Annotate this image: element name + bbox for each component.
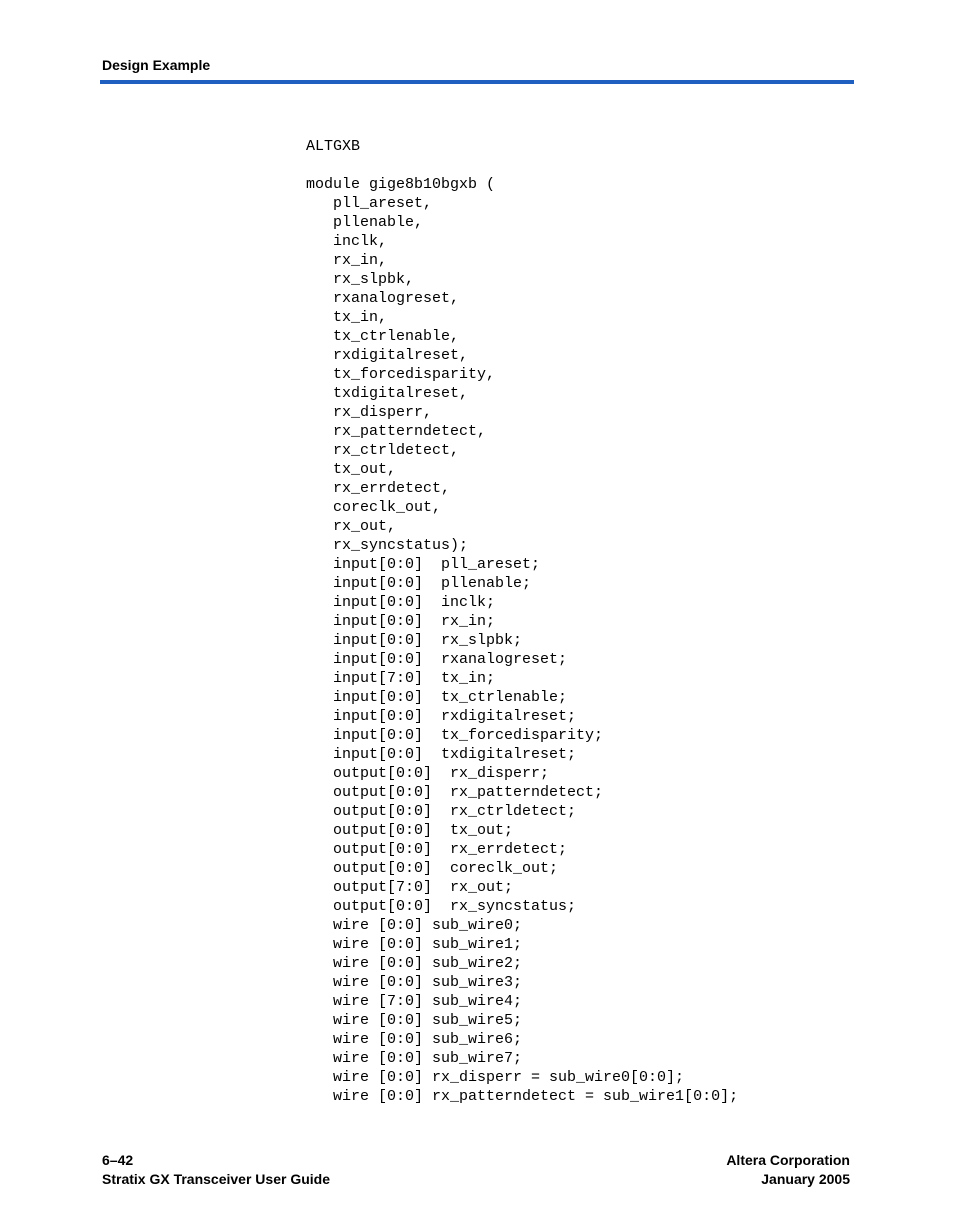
code-line: output[7:0] rx_out; (306, 879, 514, 896)
code-line: rx_ctrldetect, (306, 442, 460, 459)
code-line: input[0:0] rx_in; (306, 613, 496, 630)
code-line: pllenable, (306, 214, 424, 231)
code-line: input[0:0] inclk; (306, 594, 496, 611)
publication-date: January 2005 (761, 1171, 850, 1187)
code-line: coreclk_out, (306, 499, 442, 516)
company-name: Altera Corporation (726, 1152, 850, 1168)
code-line: input[0:0] rxdigitalreset; (306, 708, 577, 725)
code-line: input[0:0] tx_ctrlenable; (306, 689, 568, 706)
code-line: wire [0:0] sub_wire1; (306, 936, 523, 953)
code-line: input[0:0] rxanalogreset; (306, 651, 568, 668)
code-listing (306, 137, 738, 1106)
code-line (306, 156, 738, 175)
code-line: tx_out, (306, 461, 397, 478)
code-line: output[0:0] rx_ctrldetect; (306, 803, 577, 820)
code-line: pll_areset, (306, 195, 433, 212)
code-line: input[0:0] txdigitalreset; (306, 746, 577, 763)
code-line: tx_in, (306, 309, 388, 326)
code-line: rx_patterndetect, (306, 423, 487, 440)
code-line: rx_disperr, (306, 404, 433, 421)
code-line: rxdigitalreset, (306, 347, 469, 364)
code-line: output[0:0] rx_errdetect; (306, 841, 568, 858)
code-line: wire [0:0] sub_wire3; (306, 974, 523, 991)
code-line: rx_out, (306, 518, 397, 535)
code-line: output[0:0] coreclk_out; (306, 860, 559, 877)
footer-right (726, 1151, 850, 1189)
code-line: wire [7:0] sub_wire4; (306, 993, 523, 1010)
code-line: module gige8b10bgxb ( (306, 176, 496, 193)
code-line: input[7:0] tx_in; (306, 670, 496, 687)
code-line: wire [0:0] sub_wire5; (306, 1012, 523, 1029)
header-rule (100, 80, 854, 84)
code-line: input[0:0] tx_forcedisparity; (306, 727, 604, 744)
code-line: output[0:0] tx_out; (306, 822, 514, 839)
code-line: tx_forcedisparity, (306, 366, 496, 383)
running-header-title: Design Example (102, 57, 211, 73)
code-line: output[0:0] rx_patterndetect; (306, 784, 604, 801)
footer-left (102, 1151, 330, 1189)
code-line: wire [0:0] sub_wire0; (306, 917, 523, 934)
code-line: input[0:0] pll_areset; (306, 556, 541, 573)
code-line: inclk, (306, 233, 388, 250)
code-line: wire [0:0] sub_wire2; (306, 955, 523, 972)
code-line: rx_slpbk, (306, 271, 415, 288)
code-line: output[0:0] rx_syncstatus; (306, 898, 577, 915)
code-line: wire [0:0] rx_patterndetect = sub_wire1[0:0]; (306, 1088, 739, 1105)
code-line: rx_syncstatus); (306, 537, 469, 554)
code-line: wire [0:0] rx_disperr = sub_wire0[0:0]; (306, 1069, 685, 1086)
code-line: tx_ctrlenable, (306, 328, 460, 345)
code-line: rx_in, (306, 252, 388, 269)
code-line: wire [0:0] sub_wire7; (306, 1050, 523, 1067)
guide-title: Stratix GX Transceiver User Guide (102, 1171, 330, 1187)
page-number: 6–42 (102, 1152, 134, 1168)
code-line: rx_errdetect, (306, 480, 451, 497)
code-line: input[0:0] pllenable; (306, 575, 532, 592)
code-line: ALTGXB (306, 138, 361, 155)
code-line: input[0:0] rx_slpbk; (306, 632, 523, 649)
code-line: rxanalogreset, (306, 290, 460, 307)
code-line: output[0:0] rx_disperr; (306, 765, 550, 782)
code-line: wire [0:0] sub_wire6; (306, 1031, 523, 1048)
code-line: txdigitalreset, (306, 385, 469, 402)
